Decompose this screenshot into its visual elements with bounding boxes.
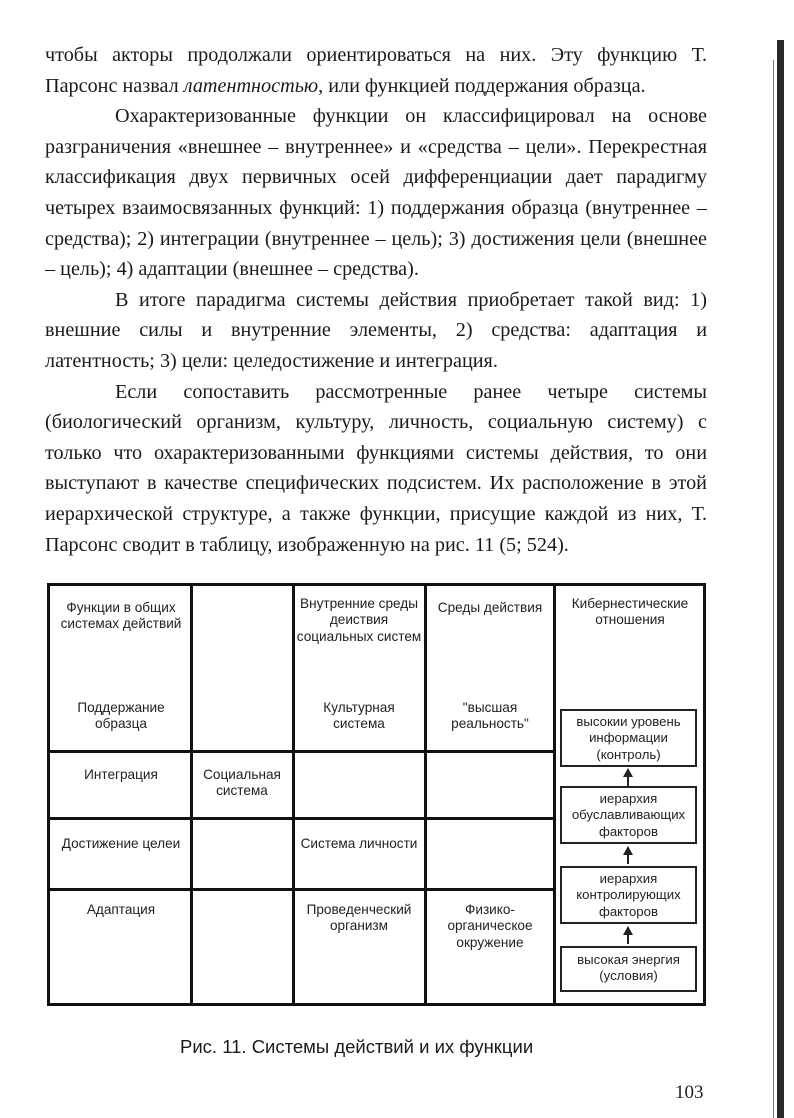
header-cybernetic: Кибернестические отношения xyxy=(571,596,689,628)
text-run: В итоге парадигма системы действия приобретает такой вид: 1) внешние силы и внутренние элементы, 2) средства: адаптация и латентность; 3) цели: целедостижение и интеграция. xyxy=(45,288,707,372)
paragraph-1 xyxy=(45,40,707,101)
paragraph-3 xyxy=(45,285,707,377)
table-vline xyxy=(292,586,295,1003)
row-3-function: Достижение целеи xyxy=(61,836,181,851)
table-hline xyxy=(50,817,556,820)
page-number: 103 xyxy=(675,1082,704,1103)
row-1-internal-env: Культурная система xyxy=(323,700,395,732)
parsons-systems-table xyxy=(47,583,706,1006)
row-4-internal-env: Проведенческий организм xyxy=(306,902,412,934)
header-functions: Функции в общих системах действий xyxy=(60,600,182,632)
cyber-box-information: высокии уровень информации (контроль) xyxy=(560,709,697,767)
cyber-box-conditioning: иерархия обуславливающих факторов xyxy=(560,786,697,844)
header-external-env: Среды действия xyxy=(437,600,543,615)
text-run: Охарактеризованные функции он классифицировал на основе разграничения «внешнее – внутреннее» и «средства – цели». Перекрестная классификация двух первичных осей дифференциации дает парадигму четырех взаимосвязанных функций: 1) поддержания образца (внутреннее – средства); 2) интеграции (внутреннее – цель); 3) достижения цели (внешнее – цель); 4) адаптации (внешнее – средства). xyxy=(45,105,707,281)
header-internal-env: Внутренние среды деиствия социальных систем xyxy=(296,596,422,644)
cyber-box-energy: высокая энергия (условия) xyxy=(560,946,697,992)
table-vline xyxy=(424,586,427,1003)
table-hline xyxy=(50,888,556,891)
row-4-external-env: Физико-органическое окружение xyxy=(447,902,533,950)
row-4-function: Адаптация xyxy=(86,902,156,917)
cyber-box-controlling: иерархия контролирующих факторов xyxy=(560,866,697,924)
paragraph-2 xyxy=(45,101,707,285)
page-gutter-line xyxy=(773,60,774,1118)
book-spine-shadow xyxy=(777,40,784,1118)
row-1-external-env: "высшая реальность" xyxy=(451,700,529,732)
text-run: Если сопоставить рассмотренные ранее четыре системы (биологический организм, культуру, личность, социальную систему) с только что охарактеризованными функциями системы действия, то они выступают в качестве специфических подсистем. Их расположение в этой иерархической структуре, а также функции, присущие каждой из них, Т. Парсонс сводит в таблицу, изображенную на рис. 11 (5; 524). xyxy=(45,380,707,556)
italic-term: латентностью xyxy=(183,74,319,97)
table-vline xyxy=(553,586,556,1003)
text-run: , или функцией поддержания образца. xyxy=(318,74,646,97)
table-hline xyxy=(50,750,556,753)
body-text xyxy=(45,40,707,560)
text-run: чтобы акторы продолжали ориентироваться на них. Эту функцию Т. Парсонс назвал xyxy=(45,44,707,97)
row-1-function: Поддержание образца xyxy=(77,700,165,732)
figure-caption: Рис. 11. Системы действий и их функции xyxy=(180,1036,534,1057)
row-2-social: Социальная система xyxy=(203,767,281,799)
paragraph-4 xyxy=(45,377,707,561)
row-2-function: Интеграция xyxy=(84,767,158,782)
row-3-internal-env: Система личности xyxy=(300,836,418,851)
